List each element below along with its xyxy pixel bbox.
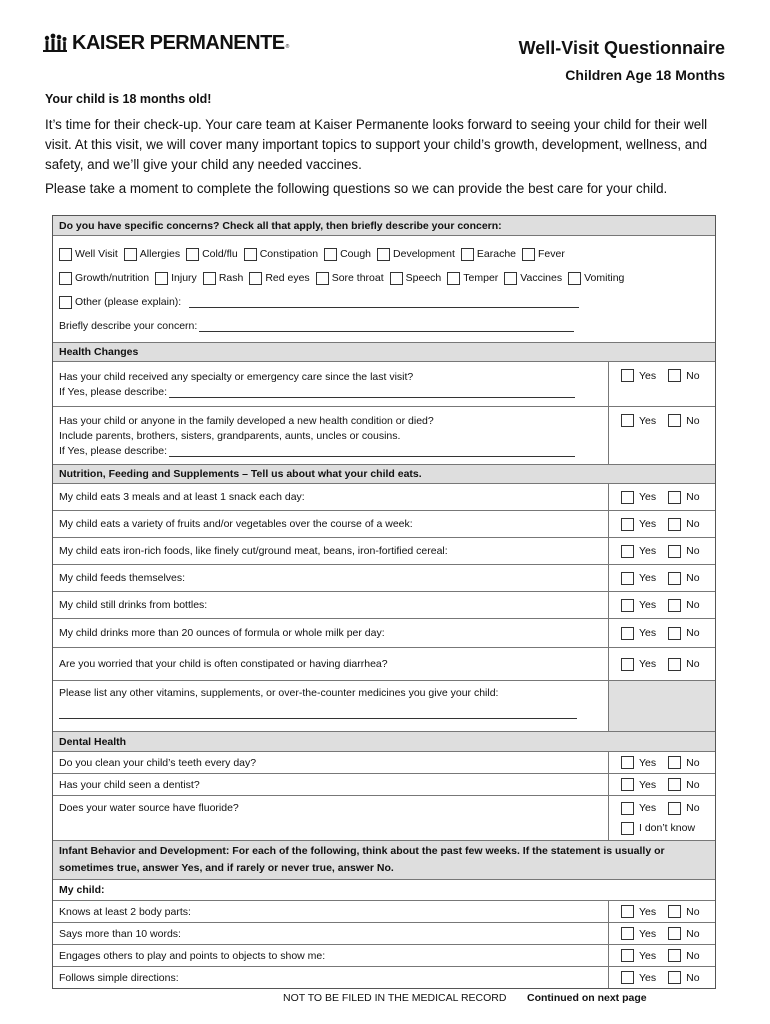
question-text: Does your water source have fluoride? [59,802,239,814]
describe-concern-field[interactable] [199,320,574,332]
if-yes-label: If Yes, please describe: [59,385,167,398]
question-note: Include parents, brothers, sisters, grandparents, aunts, uncles or cousins. [59,429,401,442]
yes-checkbox[interactable] [621,599,634,612]
yes-checkbox[interactable] [621,627,634,640]
concern-development[interactable]: Development [377,248,455,261]
question-row: Has your child or anyone in the family developed a new health condition or died? Include parents, brothers, sisters, grandparents, aunts, uncles or cousins. If Yes, please describe: Yes No [53,407,715,465]
kaiser-people-icon [42,33,68,53]
checkbox[interactable] [59,272,72,285]
no-checkbox[interactable] [668,658,681,671]
question-text: My child eats 3 meals and at least 1 snack each day: [59,491,305,503]
checkbox[interactable] [249,272,262,285]
question-text: My child feeds themselves: [59,572,186,584]
if-yes-label: If Yes, please describe: [59,444,167,457]
question-text: My child drinks more than 20 ounces of formula or whole milk per day: [59,627,385,639]
yes-checkbox[interactable] [621,927,634,940]
supplements-prompt: Please list any other vitamins, supplements, or over-the-counter medicines you give your child: [59,687,499,699]
checkbox[interactable] [568,272,581,285]
checkbox[interactable] [203,272,216,285]
concern-row-1 [59,242,709,266]
footer-notice: NOT TO BE FILED IN THE MEDICAL RECORD [283,992,507,1004]
question-text: Engages others to play and points to objects to show me: [59,949,326,962]
yes-checkbox[interactable] [621,414,634,427]
other-explain-field[interactable] [189,296,579,308]
question-row: Has your child received any specialty or emergency care since the last visit? If Yes, please describe: Yes No [53,362,715,407]
checkbox[interactable] [377,248,390,261]
brand-name: KAISER PERMANENTE [72,32,285,54]
concern-rash[interactable]: Rash [203,272,244,285]
describe-field[interactable] [169,386,575,398]
concern-injury[interactable]: Injury [155,272,197,285]
question-text: Do you clean your child’s teeth every day? [59,756,257,769]
concern-well-visit[interactable]: Well Visit [59,248,118,261]
question-row: Engages others to play and points to objects to show me: Yes No [53,945,715,967]
no-checkbox[interactable] [668,627,681,640]
question-row: My child drinks more than 20 ounces of formula or whole milk per day: Yes No [53,619,715,648]
question-row: My child eats 3 meals and at least 1 snack each day: Yes No [53,484,715,511]
concern-temper[interactable]: Temper [447,272,498,285]
yes-checkbox[interactable] [621,971,634,984]
concern-cold-flu[interactable]: Cold/flu [186,248,238,261]
yes-checkbox[interactable] [621,802,634,815]
question-row: Does your water source have fluoride? Yes No I don’t know [53,796,715,841]
concern-other-row [59,290,709,314]
checkbox[interactable] [186,248,199,261]
concern-sore-throat[interactable]: Sore throat [316,272,384,285]
no-checkbox[interactable] [668,491,681,504]
question-text: Says more than 10 words: [59,927,181,940]
no-checkbox[interactable] [668,518,681,531]
document-title: Well-Visit Questionnaire [518,38,725,58]
concerns-header: Do you have specific concerns? Check all that apply, then briefly describe your concern: [53,216,715,236]
question-text: Are you worried that your child is often constipated or having diarrhea? [59,658,388,670]
checkbox[interactable] [390,272,403,285]
question-row: Do you clean your child’s teeth every day? Yes No [53,752,715,774]
no-checkbox[interactable] [668,414,681,427]
checkbox[interactable] [461,248,474,261]
question-row: Has your child seen a dentist? Yes No [53,774,715,796]
yes-checkbox[interactable] [621,905,634,918]
concern-row-2 [59,266,709,290]
describe-concern-label: Briefly describe your concern: [59,320,198,332]
question-text: Has your child seen a dentist? [59,778,200,791]
health-changes-header: Health Changes [53,343,715,362]
yes-checkbox[interactable] [621,658,634,671]
checkbox[interactable] [447,272,460,285]
questionnaire-form [52,215,716,989]
concern-red-eyes[interactable]: Red eyes [249,272,309,285]
question-text: Has your child or anyone in the family developed a new health condition or died? [59,414,434,427]
question-row: My child feeds themselves: Yes No [53,565,715,592]
question-text: My child still drinks from bottles: [59,599,208,611]
kaiser-logo [42,33,289,53]
concern-earache[interactable]: Earache [461,248,516,261]
question-row: My child eats iron-rich foods, like finely cut/ground meat, beans, iron-fortified cereal: Yes No [53,538,715,565]
yes-checkbox[interactable] [621,756,634,769]
concern-vomiting[interactable]: Vomiting [568,272,624,285]
concern-cough[interactable]: Cough [324,248,371,261]
question-row: My child eats a variety of fruits and/or vegetables over the course of a week: Yes No [53,511,715,538]
document-subtitle: Children Age 18 Months [565,67,725,83]
dont-know-checkbox[interactable] [621,822,634,835]
no-checkbox[interactable] [668,369,681,382]
yes-checkbox[interactable] [621,369,634,382]
checkbox[interactable] [244,248,257,261]
checkbox[interactable] [59,296,72,309]
intro-heading: Your child is 18 months old! [45,92,212,106]
yes-checkbox[interactable] [621,949,634,962]
supplements-field[interactable] [59,707,577,719]
my-child-row [53,880,715,901]
question-row: Says more than 10 words: Yes No [53,923,715,945]
no-checkbox[interactable] [668,545,681,558]
no-checkbox[interactable] [668,971,681,984]
checkbox[interactable] [324,248,337,261]
question-text: My child eats iron-rich foods, like finely cut/ground meat, beans, iron-fortified cereal: [59,545,448,557]
checkbox[interactable] [124,248,137,261]
yes-checkbox[interactable] [621,572,634,585]
supplements-row [53,681,715,732]
question-row: My child still drinks from bottles: Yes No [53,592,715,619]
no-checkbox[interactable] [668,802,681,815]
checkbox[interactable] [155,272,168,285]
concern-describe-row [59,314,709,338]
my-child-label: My child: [59,884,105,896]
question-row: Follows simple directions: Yes No [53,967,715,988]
dental-header: Dental Health [53,732,715,752]
concern-growth-nutrition[interactable]: Growth/nutrition [59,272,149,285]
intro-paragraph-2: Please take a moment to complete the following questions so we can provide the best care for your child. [45,181,668,196]
no-checkbox[interactable] [668,756,681,769]
intro-paragraph-1: It’s time for their check-up. Your care team at Kaiser Permanente looks forward to seeing your child for their well visit. At this visit, we will cover many important topics to support your child’s growth, development, wellness, and safety, and we’ll give your child any needed vaccines. [45,117,708,172]
concern-allergies[interactable]: Allergies [124,248,180,261]
no-checkbox[interactable] [668,905,681,918]
nutrition-header: Nutrition, Feeding and Supplements – Tell us about what your child eats. [53,465,715,484]
concern-constipation[interactable]: Constipation [244,248,318,261]
no-checkbox[interactable] [668,949,681,962]
question-text: Has your child received any specialty or emergency care since the last visit? [59,370,414,383]
no-checkbox[interactable] [668,599,681,612]
describe-field[interactable] [169,445,575,457]
concerns-section [53,236,715,343]
question-text: Follows simple directions: [59,971,179,984]
no-checkbox[interactable] [668,927,681,940]
brand-mark: ® [285,44,290,50]
development-header: Infant Behavior and Development: For each of the following, think about the past few weeks. If the statement is usually or sometimes true, answer Yes, and if rarely or never true, answer No. [53,841,715,880]
footer-continued: Continued on next page [527,992,647,1004]
checkbox[interactable] [316,272,329,285]
checkbox[interactable] [522,248,535,261]
yes-checkbox[interactable] [621,491,634,504]
yes-checkbox[interactable] [621,778,634,791]
shaded-cell [608,681,715,731]
question-row: Knows at least 2 body parts: Yes No [53,901,715,923]
question-text: My child eats a variety of fruits and/or vegetables over the course of a week: [59,518,413,530]
yes-checkbox[interactable] [621,518,634,531]
concern-speech[interactable]: Speech [390,272,442,285]
concern-fever[interactable]: Fever [522,248,565,261]
concern-other[interactable]: Other (please explain): [59,296,181,309]
no-checkbox[interactable] [668,778,681,791]
intro-text [45,115,735,199]
question-text: Knows at least 2 body parts: [59,905,191,918]
checkbox[interactable] [59,248,72,261]
yes-checkbox[interactable] [621,545,634,558]
checkbox[interactable] [504,272,517,285]
no-checkbox[interactable] [668,572,681,585]
question-row: Are you worried that your child is often constipated or having diarrhea? Yes No [53,648,715,681]
concern-vaccines[interactable]: Vaccines [504,272,562,285]
